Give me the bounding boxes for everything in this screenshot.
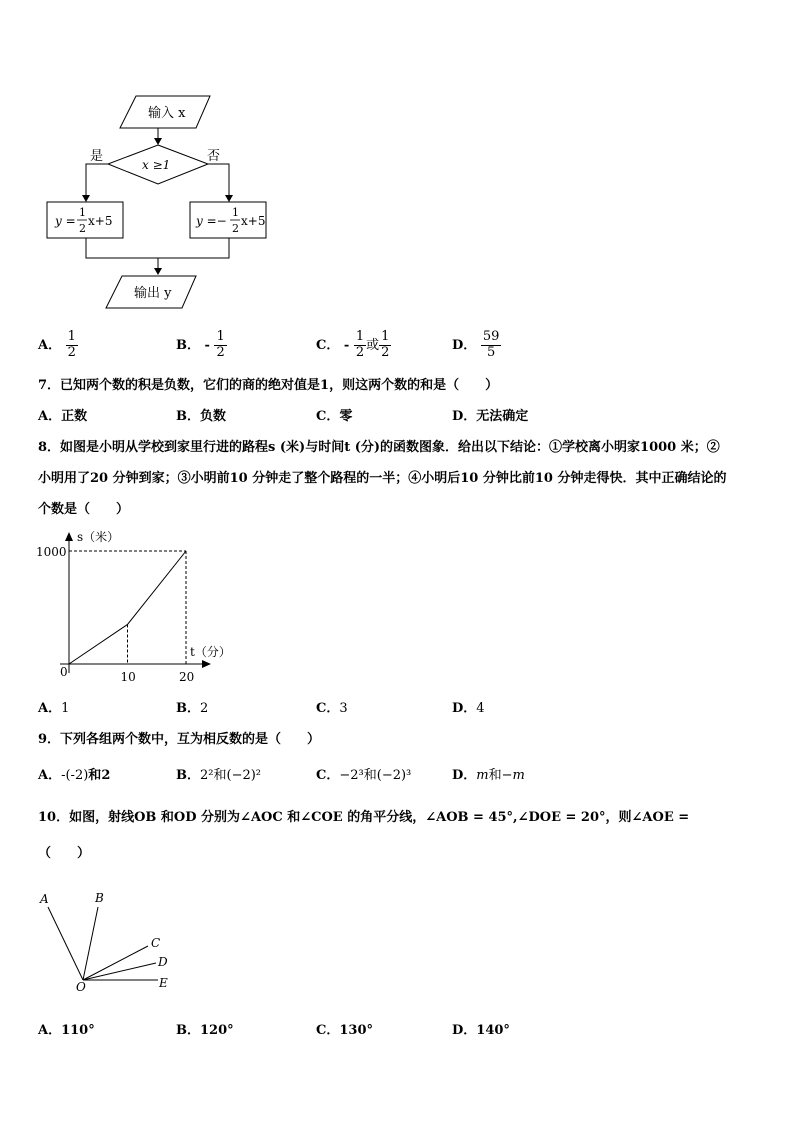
q6-option-a[interactable]: A． $\frac{1}{2}$ — [38, 329, 76, 360]
q10-option-a[interactable]: A．110° — [38, 1023, 95, 1038]
fraction: $\frac{1}{2}$ — [216, 329, 225, 360]
distance-time-chart — [0, 525, 260, 690]
label-a: A — [40, 892, 49, 906]
q6-option-b[interactable]: B． - $\frac{1}{2}$ — [176, 329, 225, 360]
q7-option-d[interactable]: D．无法确定 — [452, 409, 529, 424]
right-formula-lhs: y =− — [196, 214, 227, 228]
ray-ob — [83, 907, 98, 980]
y-axis-label: s（米） — [77, 530, 120, 544]
left-formula-num: 1 — [79, 206, 86, 219]
q9-option-d[interactable]: D．m和−m — [452, 768, 525, 783]
q8-stem-line1: 8．如图是小明从学校到家里行进的路程s (米)与时间t (分)的函数图象．给出以下结论：①学校离小明家1000 米；② — [38, 440, 720, 455]
label-c: C — [151, 936, 161, 950]
q7-stem: 7．已知两个数的积是负数，它们的商的绝对值是1，则这两个数的和是（ ） — [38, 378, 499, 393]
label-d: D — [158, 955, 168, 969]
fraction: $\frac{1}{2}$ — [355, 329, 365, 360]
q8-option-a[interactable]: A．1 — [38, 701, 70, 716]
left-formula-den: 2 — [79, 222, 86, 235]
x-tick-label: 0 — [60, 665, 68, 679]
ray-oa — [48, 907, 83, 980]
ray-oc — [83, 946, 148, 980]
label-o: O — [76, 980, 86, 994]
x-axis-label: t（分） — [190, 645, 231, 659]
y-axis-arrow — [65, 532, 73, 541]
q10-stem-line2: （ ） — [38, 846, 91, 861]
right-formula-rest: x+5 — [241, 214, 266, 228]
left-formula-rest: x+5 — [88, 214, 113, 228]
q7-option-a[interactable]: A．正数 — [38, 409, 88, 424]
q6-option-c[interactable]: C． - $\frac{1}{2}$ 或 $\frac{1}{2}$ — [316, 329, 390, 360]
left-formula-lhs: y = — [55, 214, 76, 228]
flow-yes-label: 是 — [90, 149, 104, 164]
label-e: E — [159, 976, 168, 990]
flow-no-label: 否 — [207, 149, 221, 164]
q10-option-b[interactable]: B．120° — [176, 1023, 234, 1038]
fraction: $\frac{59}{5}$ — [482, 329, 500, 360]
q10-option-c[interactable]: C．130° — [316, 1023, 373, 1038]
x-tick-label: 20 — [179, 670, 195, 684]
fraction: $\frac{1}{2}$ — [381, 329, 390, 360]
right-formula-num: 1 — [232, 206, 239, 219]
q9-option-a[interactable]: A．-(-2)和2 — [38, 768, 111, 783]
x-axis-arrow — [202, 660, 211, 668]
flow-output-text: 输出 y — [134, 286, 172, 301]
q8-option-c[interactable]: C．3 — [316, 701, 348, 716]
label-b: B — [95, 891, 104, 905]
q8-option-b[interactable]: B．2 — [176, 701, 209, 716]
x-tick-label: 10 — [120, 670, 136, 684]
ray-od — [83, 963, 156, 980]
q9-stem: 9．下列各组两个数中，互为相反数的是（ ） — [38, 732, 321, 747]
y-tick-label: 1000 — [36, 545, 67, 559]
flow-condition-text: x ≥1 — [142, 158, 171, 172]
q6-option-d[interactable]: D． $\frac{59}{5}$ — [452, 329, 500, 360]
q7-option-c[interactable]: C．零 — [316, 409, 353, 424]
flow-input-text: 输入 x — [148, 106, 186, 121]
q7-option-b[interactable]: B．负数 — [176, 409, 226, 424]
q8-stem-line2: 小明用了20 分钟到家；③小明前10 分钟走了整个路程的一半；④小明后10 分钟比前10 分钟走得快．其中正确结论的 — [38, 471, 727, 486]
q8-stem-line3: 个数是（ ） — [38, 502, 130, 517]
q8-option-d[interactable]: D．4 — [452, 701, 485, 716]
right-formula-den: 2 — [232, 222, 239, 235]
q9-option-c[interactable]: C．−2³和(−2)³ — [316, 768, 412, 783]
q10-option-d[interactable]: D．140° — [452, 1023, 510, 1038]
q10-stem-line1: 10．如图，射线OB 和OD 分别为∠AOC 和∠COE 的角平分线，∠AOB = 45°,∠DOE = 20°，则∠AOE = — [38, 810, 690, 825]
fraction: $\frac{1}{2}$ — [67, 329, 76, 360]
angle-figure — [30, 885, 180, 995]
flowchart — [0, 0, 300, 320]
q9-option-b[interactable]: B．2²和(−2)² — [176, 768, 262, 783]
